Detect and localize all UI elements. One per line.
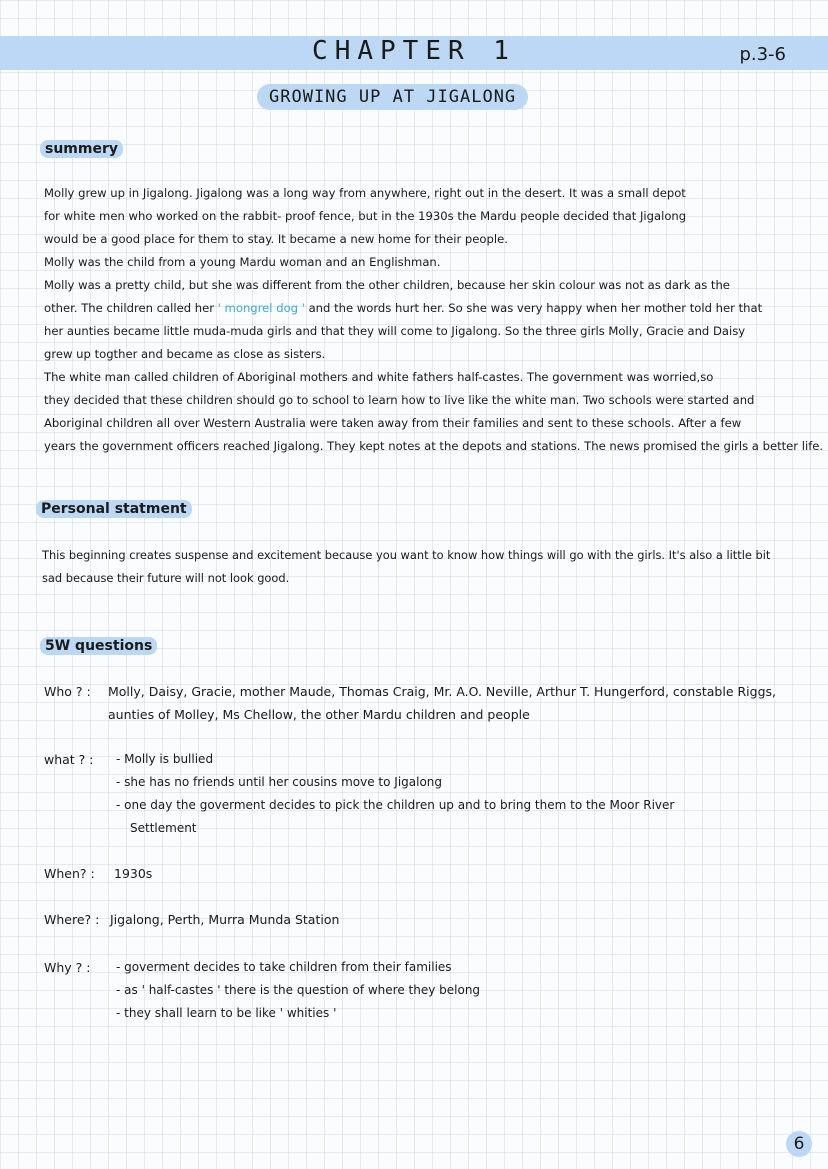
personal-statement-paragraph	[42, 544, 770, 590]
what-continuation: Settlement	[130, 821, 197, 835]
summary-paragraph	[44, 182, 823, 458]
summary-line: Aboriginal children all over Western Australia were taken away from their families and sent to these schools. After a few	[44, 416, 742, 430]
summary-line: Molly was the child from a young Mardu woman and an Englishman.	[44, 255, 441, 269]
who-answer	[108, 680, 776, 726]
why-answer	[116, 956, 480, 1025]
page-reference: p.3-6	[739, 44, 786, 65]
who-line: Molly, Daisy, Gracie, mother Maude, Thomas Craig, Mr. A.O. Neville, Arthur T. Hungerford, constable Riggs,	[108, 684, 777, 699]
summary-line: they decided that these children should go to school to learn how to live like the white man. Two schools were started and	[44, 393, 755, 407]
when-label: When? :	[44, 866, 95, 881]
summary-line: years the government officers reached Jigalong. They kept notes at the depots and stations. The news promised the girls a better life.	[44, 439, 824, 453]
summary-line: grew up togther and became as close as sisters.	[44, 347, 326, 361]
summary-line: Molly was a pretty child, but she was different from the other children, because her skin colour was not as dark as the	[44, 278, 730, 292]
what-answer	[116, 748, 674, 840]
statement-line: This beginning creates suspense and excitement because you want to know how things will go with the girls. It's also a little bit	[42, 548, 771, 562]
list-item: - as ' half-castes ' there is the question of where they belong	[116, 979, 480, 1002]
highlighted-quote: ' mongrel dog '	[217, 301, 305, 315]
summary-line: her aunties became little muda-muda girls and that they will come to Jigalong. So the three girls Molly, Gracie and Daisy	[44, 324, 746, 338]
when-answer: 1930s	[114, 866, 153, 881]
statement-line: sad because their future will not look good.	[42, 571, 290, 585]
who-line: aunties of Molley, Ms Chellow, the other Mardu children and people	[108, 707, 530, 722]
chapter-subtitle: GROWING UP AT JIGALONG	[257, 84, 528, 110]
chapter-title: CHAPTER 1	[312, 36, 516, 66]
personal-statement-heading: Personal statment	[36, 500, 192, 518]
page-number: 6	[786, 1131, 812, 1157]
summary-line: The white man called children of Aboriginal mothers and white fathers half-castes. The government was worried,so	[44, 370, 714, 384]
summary-line-end: and the words hurt her. So she was very happy when her mother told her that	[308, 301, 763, 315]
summary-line: for white men who worked on the rabbit- proof fence, but in the 1930s the Mardu people decided that Jigalong	[44, 209, 687, 223]
five-w-heading: 5W questions	[40, 637, 157, 655]
summary-line-start: other. The children called her	[44, 301, 214, 315]
what-list	[116, 748, 674, 817]
summary-line: Molly grew up in Jigalong. Jigalong was a long way from anywhere, right out in the desert. It was a small depot	[44, 186, 686, 200]
what-label: what ? :	[44, 752, 94, 767]
list-item: - one day the goverment decides to pick the children up and to bring them to the Moor River	[116, 794, 674, 817]
why-list	[116, 956, 480, 1025]
summary-line	[44, 297, 823, 320]
where-answer: Jigalong, Perth, Murra Munda Station	[110, 912, 340, 927]
why-label: Why ? :	[44, 960, 91, 975]
who-label: Who ? :	[44, 684, 91, 699]
list-item: - they shall learn to be like ' whities '	[116, 1002, 480, 1025]
list-item: - Molly is bullied	[116, 748, 674, 771]
summary-line: would be a good place for them to stay. It became a new home for their people.	[44, 232, 508, 246]
list-item: - she has no friends until her cousins move to Jigalong	[116, 771, 674, 794]
where-label: Where? :	[44, 912, 100, 927]
list-item: - goverment decides to take children from their families	[116, 956, 480, 979]
summary-heading: summery	[40, 140, 123, 158]
